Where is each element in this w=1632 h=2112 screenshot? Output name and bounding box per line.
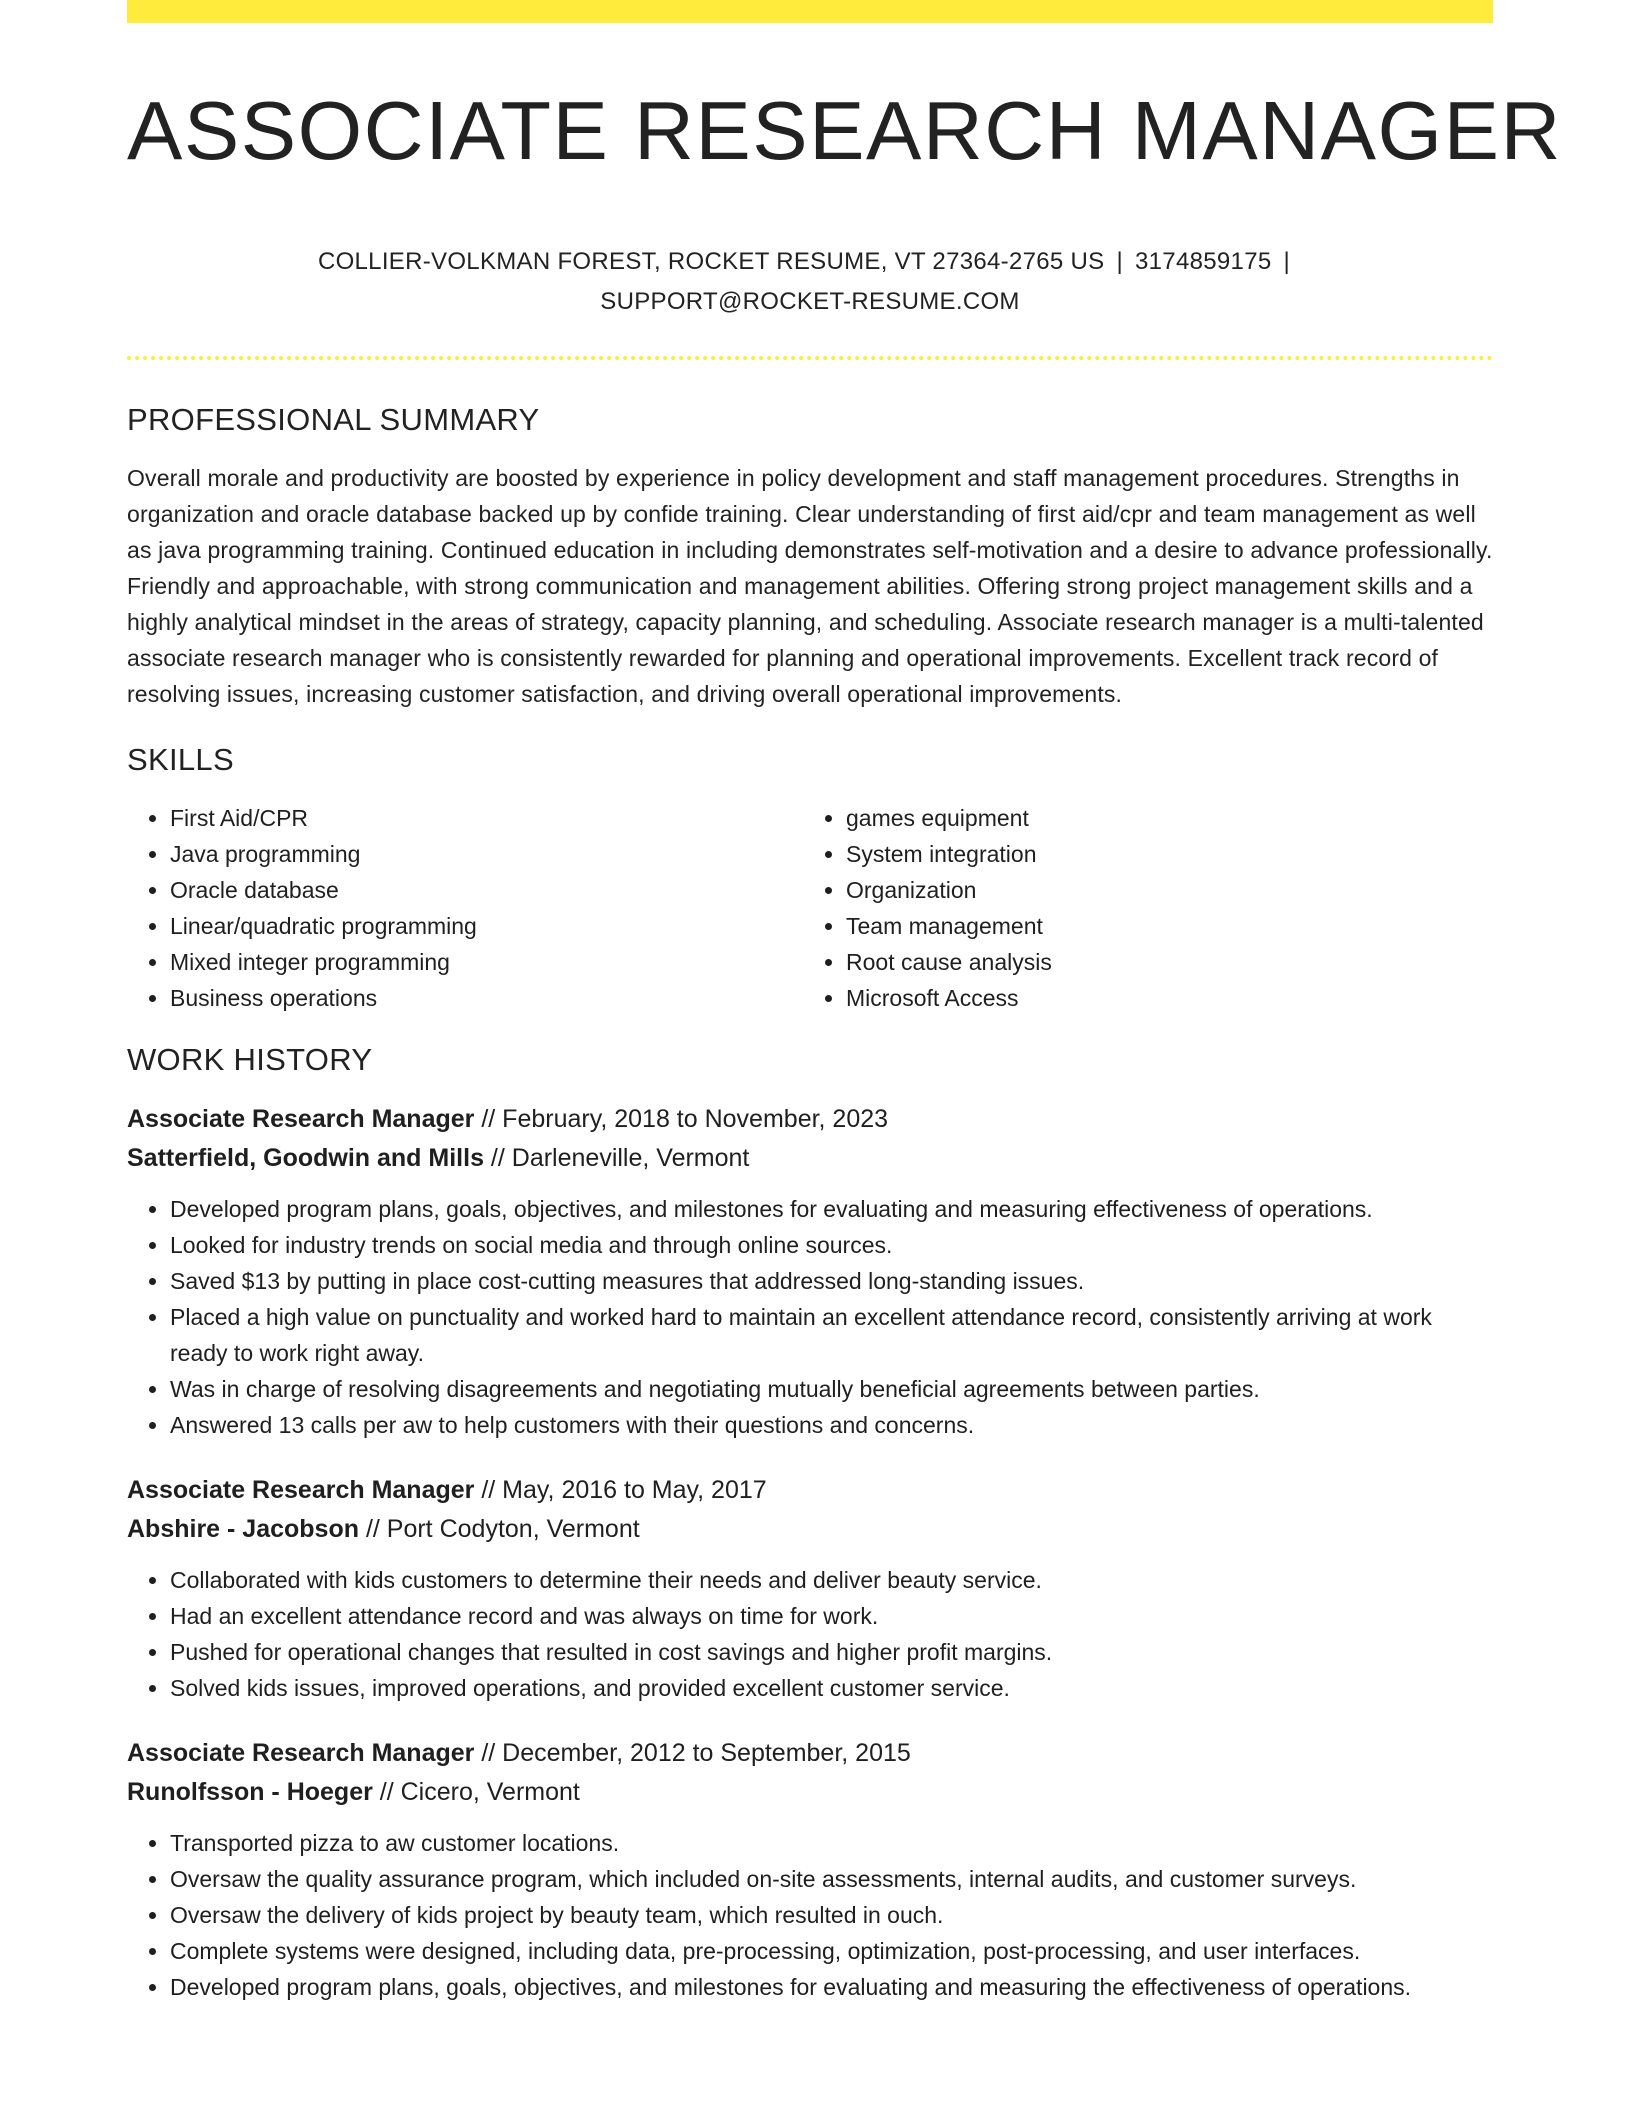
skill-item: • games equipment xyxy=(846,800,1476,836)
job-bullets xyxy=(127,1562,1493,1706)
job-company-line xyxy=(127,1139,1493,1178)
summary-heading: PROFESSIONAL SUMMARY xyxy=(127,402,540,438)
resume-page xyxy=(127,0,1562,2005)
skill-item: • Team management xyxy=(846,908,1476,944)
job-location: // Darleneville, Vermont xyxy=(483,1144,750,1173)
skills-column-right xyxy=(800,800,1476,1016)
contact-email[interactable]: SUPPORT@ROCKET-RESUME.COM xyxy=(600,288,1020,316)
skill-item: • Linear/quadratic programming xyxy=(170,908,800,944)
job-header xyxy=(127,1734,1493,1812)
contact-separator: | xyxy=(1116,248,1124,276)
skill-item: • Mixed integer programming xyxy=(170,944,800,980)
skill-item: • Java programming xyxy=(170,836,800,872)
job-header xyxy=(127,1471,1493,1549)
skill-item: • Organization xyxy=(846,872,1476,908)
job-bullet: • Solved kids issues, improved operations, and provided excellent customer service. xyxy=(170,1670,1493,1706)
job-bullet: • Looked for industry trends on social media and through online sources. xyxy=(170,1227,1493,1263)
job-header xyxy=(127,1100,1493,1178)
job-bullet: • Oversaw the quality assurance program, which included on-site assessments, internal audits, and customer surveys. xyxy=(170,1861,1493,1897)
job-entry xyxy=(127,1100,1493,1443)
contact-address: COLLIER-VOLKMAN FOREST, ROCKET RESUME, VT 27364-2765 US xyxy=(317,248,1105,276)
job-bullet: • Pushed for operational changes that resulted in cost savings and higher profit margins. xyxy=(170,1634,1493,1670)
job-location: // Port Codyton, Vermont xyxy=(359,1515,640,1544)
job-bullets xyxy=(127,1191,1493,1443)
resume-title: ASSOCIATE RESEARCH MANAGER xyxy=(127,84,1562,177)
skill-item: • Oracle database xyxy=(170,872,800,908)
job-entry xyxy=(127,1734,1493,2005)
job-bullet: • Developed program plans, goals, objectives, and milestones for evaluating and measuring effectiveness of operations. xyxy=(170,1191,1493,1227)
job-role-line xyxy=(127,1734,1493,1773)
job-company-line xyxy=(127,1510,1493,1549)
job-company-line xyxy=(127,1773,1493,1812)
header-divider xyxy=(127,356,1493,360)
job-entry xyxy=(127,1471,1493,1706)
job-bullet: • Answered 13 calls per aw to help customers with their questions and concerns. xyxy=(170,1407,1493,1443)
skills-heading: SKILLS xyxy=(127,742,234,778)
job-bullet: • Placed a high value on punctuality and worked hard to maintain an excellent attendance record, consistently arriving at work ready to work right away. xyxy=(170,1299,1493,1371)
job-bullet: • Collaborated with kids customers to determine their needs and deliver beauty service. xyxy=(170,1562,1493,1598)
job-dates: // December, 2012 to September, 2015 xyxy=(474,1739,911,1768)
skill-item: • First Aid/CPR xyxy=(170,800,800,836)
skills-list xyxy=(127,800,1493,1016)
job-company: Abshire - Jacobson xyxy=(127,1515,359,1544)
job-bullet: • Developed program plans, goals, objectives, and milestones for evaluating and measuring the effectiveness of operations. xyxy=(170,1969,1493,2005)
job-role: Associate Research Manager xyxy=(127,1476,475,1505)
job-bullet: • Had an excellent attendance record and was always on time for work. xyxy=(170,1598,1493,1634)
job-role-line xyxy=(127,1100,1493,1139)
job-bullet: • Transported pizza to aw customer locations. xyxy=(170,1825,1493,1861)
job-dates: // February, 2018 to November, 2023 xyxy=(474,1105,889,1134)
job-company: Runolfsson - Hoeger xyxy=(127,1778,373,1807)
work-history-heading: WORK HISTORY xyxy=(127,1042,373,1078)
job-bullets xyxy=(127,1825,1493,2005)
contact-separator: | xyxy=(1283,248,1291,276)
job-company: Satterfield, Goodwin and Mills xyxy=(127,1144,484,1173)
job-dates: // May, 2016 to May, 2017 xyxy=(474,1476,767,1505)
accent-bar xyxy=(127,0,1493,23)
contact-info xyxy=(127,242,1493,322)
summary-text: Overall morale and productivity are boosted by experience in policy development and staff management procedures. Strengths in organization and oracle database backed up by confide training. Clear understanding of first aid/cpr and team management as well as java programming training. Continued education in including demonstrates self-motivation and a desire to advance professionally. Friendly and approachable, with strong communication and management abilities. Offering strong project management skills and a highly analytical mindset in the areas of strategy, capacity planning, and scheduling. Associate research manager is a multi-talented associate research manager who is consistently rewarded for planning and operational improvements. Excellent track record of resolving issues, increasing customer satisfaction, and driving overall operational improvements. xyxy=(127,465,1493,708)
job-location: // Cicero, Vermont xyxy=(372,1778,580,1807)
skill-item: • System integration xyxy=(846,836,1476,872)
skill-item: • Business operations xyxy=(170,980,800,1016)
job-bullet: • Oversaw the delivery of kids project by beauty team, which resulted in ouch. xyxy=(170,1897,1493,1933)
job-bullet: • Saved $13 by putting in place cost-cutting measures that addressed long-standing issues. xyxy=(170,1263,1493,1299)
job-role: Associate Research Manager xyxy=(127,1105,475,1134)
skills-column-left xyxy=(127,800,800,1016)
contact-phone[interactable]: 3174859175 xyxy=(1135,248,1272,276)
job-bullet: • Was in charge of resolving disagreements and negotiating mutually beneficial agreements between parties. xyxy=(170,1371,1493,1407)
job-role-line xyxy=(127,1471,1493,1510)
skill-item: • Root cause analysis xyxy=(846,944,1476,980)
skill-item: • Microsoft Access xyxy=(846,980,1476,1016)
job-bullet: • Complete systems were designed, including data, pre-processing, optimization, post-processing, and user interfaces. xyxy=(170,1933,1493,1969)
job-role: Associate Research Manager xyxy=(127,1739,475,1768)
